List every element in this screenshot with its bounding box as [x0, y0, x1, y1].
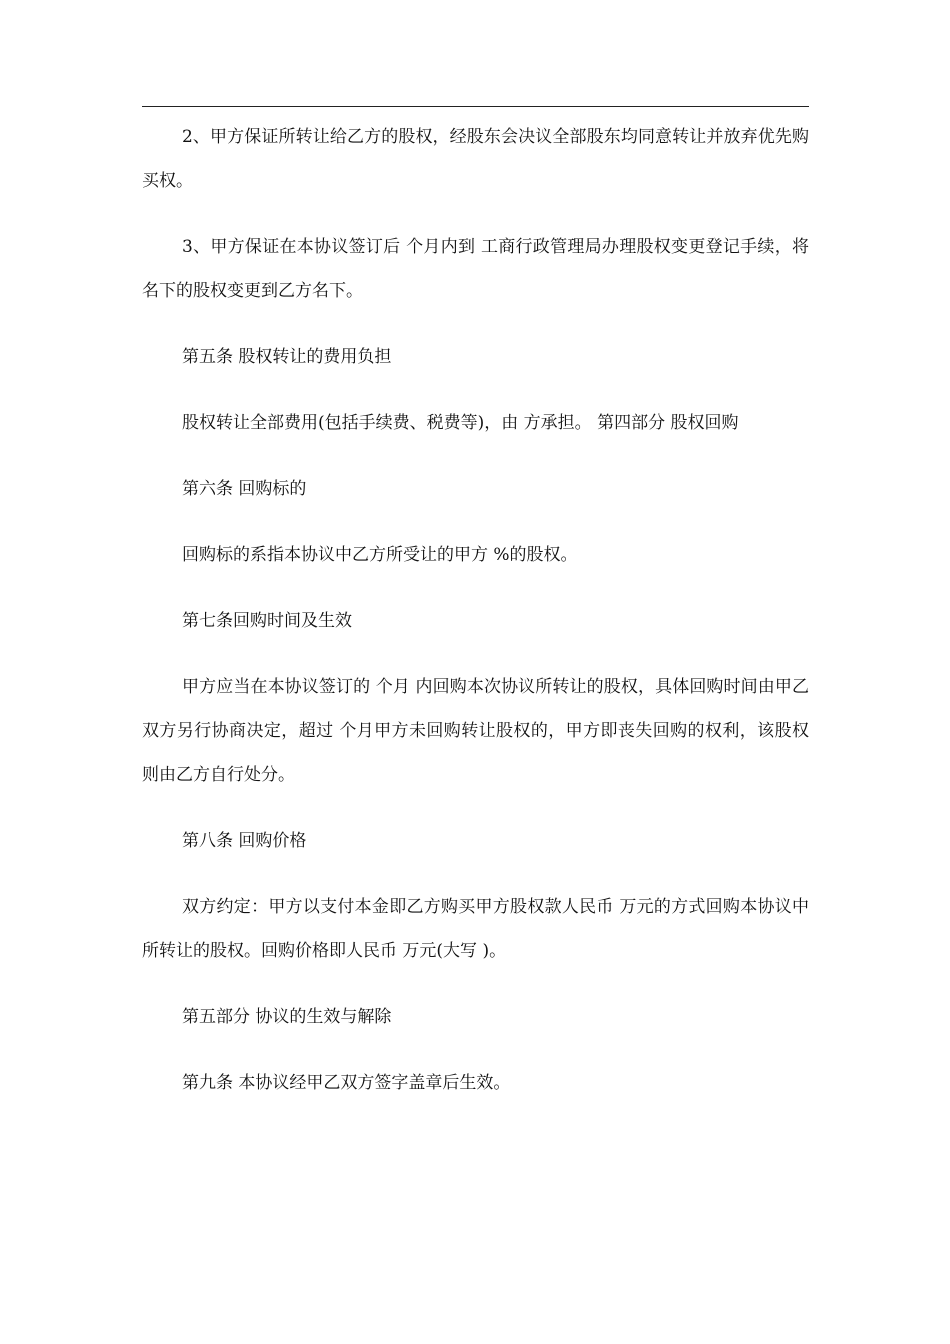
paragraph-buyback-time: 甲方应当在本协议签订的 个月 内回购本次协议所转让的股权，具体回购时间由甲乙双方另行协商决定，超过 个月甲方未回购转让股权的，甲方即丧失回购的权利，该股权则由乙方自行处分。	[142, 677, 809, 785]
article-6-heading: 第六条 回购标的	[182, 479, 307, 499]
part-5-heading: 第五部分 协议的生效与解除	[182, 1007, 392, 1027]
paragraph-buyback-price: 双方约定：甲方以支付本金即乙方购买甲方股权款人民币 万元的方式回购本协议中所转让的股权。回购价格即人民币 万元(大写 )。	[142, 897, 809, 961]
document-body	[142, 115, 809, 1105]
paragraph-fee-burden: 股权转让全部费用(包括手续费、税费等)，由 方承担。 第四部分 股权回购	[182, 413, 739, 433]
header-rule	[142, 106, 809, 107]
article-9-paragraph: 第九条 本协议经甲乙双方签字盖章后生效。	[182, 1073, 511, 1093]
paragraph-clause-2: 2、甲方保证所转让给乙方的股权，经股东会决议全部股东均同意转让并放弃优先购买权。	[142, 127, 809, 191]
article-8-heading: 第八条 回购价格	[182, 831, 307, 851]
article-5-heading: 第五条 股权转让的费用负担	[182, 347, 392, 367]
article-7-heading: 第七条回购时间及生效	[182, 611, 352, 631]
paragraph-clause-3: 3、甲方保证在本协议签订后 个月内到 工商行政管理局办理股权变更登记手续，将 名下的股权变更到乙方名下。	[142, 237, 809, 301]
paragraph-buyback-target: 回购标的系指本协议中乙方所受让的甲方 %的股权。	[182, 545, 578, 565]
